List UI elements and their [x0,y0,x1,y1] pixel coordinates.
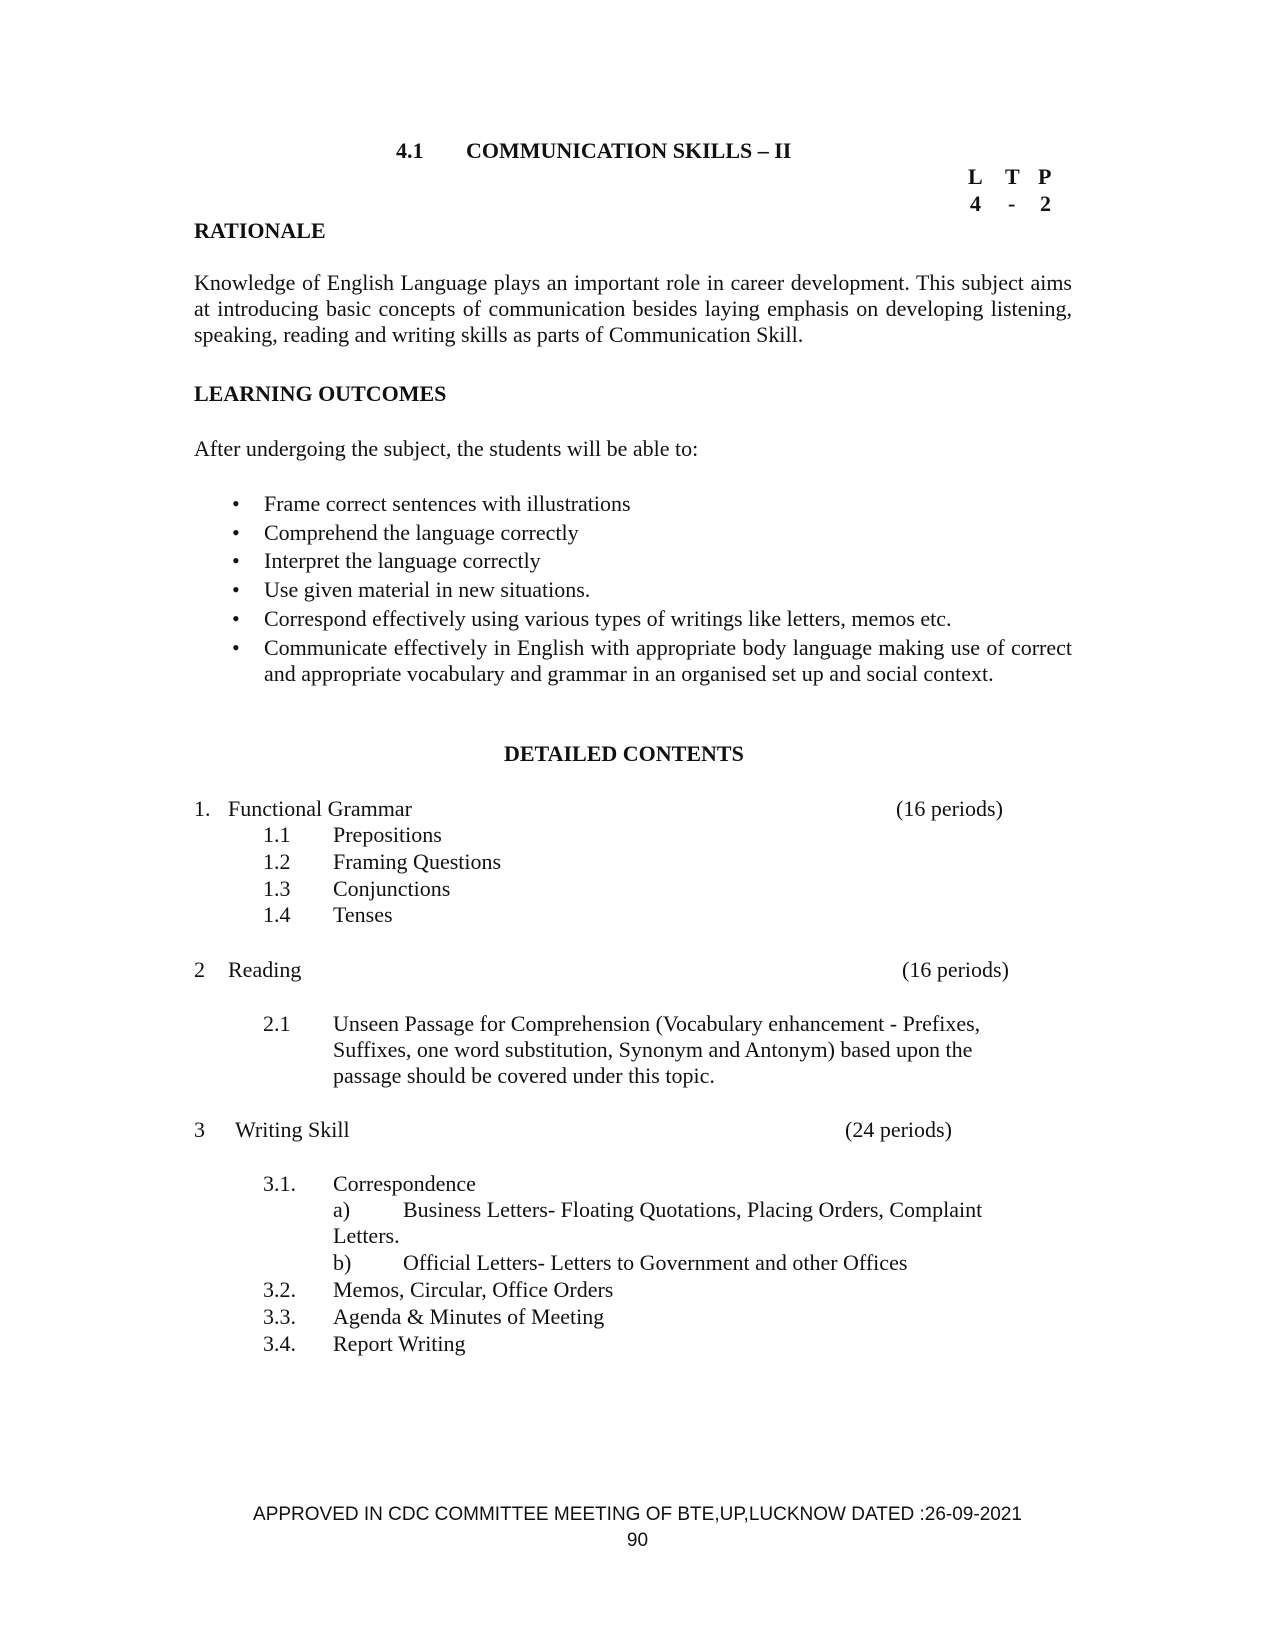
s2-item-line: passage should be covered under this topic. [333,1063,715,1088]
list-item: • Frame correct sentences with illustrations [230,490,1072,519]
list-item: • Communicate effectively in English with appropriate body language making use of correct and appropriate vocabulary and grammar in an organised set up and social context. [232,634,1072,686]
bullet-icon: • [232,548,240,574]
s2-number: 2 [194,957,205,982]
s1-item-text: Tenses [333,902,393,927]
s1-item-text: Prepositions [333,822,442,847]
rationale-text: Knowledge of English Language plays an important role in career development. This subject aims at introducing basic concepts of communication besides laying emphasis on developing listening, speaking, reading and writing skills as parts of Communication Skill. [194,270,1072,347]
s3-sub-label: a) [333,1197,351,1222]
s3-item-num: 3.2. [263,1277,296,1302]
ltp-label-p: P [1038,164,1052,189]
s2-item-line: Suffixes, one word substitution, Synonym and Antonym) based upon the [333,1037,973,1062]
s3-number: 3 [194,1117,205,1142]
s2-item-num: 2.1 [263,1011,291,1036]
contents-heading: DETAILED CONTENTS [504,741,744,766]
s1-item-text: Framing Questions [333,849,502,874]
s3-sub-text-cont: Letters. [333,1223,400,1248]
list-item: • Correspond effectively using various types of writings like letters, memos etc. [230,605,1072,634]
section-number: 4.1 [396,138,424,163]
s1-item-num: 1.4 [263,902,291,927]
outcomes-list [230,490,1072,687]
s1-item-num: 1.1 [263,822,291,847]
s3-item-num: 3.4. [263,1331,296,1356]
bullet-icon: • [232,634,240,660]
outcomes-heading: LEARNING OUTCOMES [194,381,447,406]
list-item: • Use given material in new situations. [230,576,1072,605]
s1-title: Functional Grammar [228,796,412,821]
s1-item-num: 1.2 [263,849,291,874]
bullet-icon: • [232,605,240,631]
s3-sub-label: b) [333,1250,352,1275]
ltp-value-p: 2 [1040,191,1051,216]
list-item: • Interpret the language correctly [230,547,1072,576]
bullet-icon: • [232,519,240,545]
s2-periods: (16 periods) [902,957,1009,982]
s3-item-text: Report Writing [333,1331,466,1356]
s2-title: Reading [228,957,302,982]
s3-item-num: 3.1. [263,1171,296,1196]
bullet-icon: • [232,491,240,516]
ltp-label-t: T [1005,164,1020,189]
s1-item-text: Conjunctions [333,876,451,901]
s1-item-num: 1.3 [263,876,291,901]
s3-item-text: Correspondence [333,1171,476,1196]
ltp-label-l: L [968,164,983,189]
page-title: COMMUNICATION SKILLS – II [466,138,792,163]
s3-item-num: 3.3. [263,1304,296,1329]
s3-sub-text: Business Letters- Floating Quotations, Placing Orders, Complaint [403,1197,983,1222]
s2-item-line: Unseen Passage for Comprehension (Vocabulary enhancement - Prefixes, [333,1011,981,1036]
s3-item-text: Memos, Circular, Office Orders [333,1277,614,1302]
bullet-icon: • [232,577,240,603]
s1-periods: (16 periods) [896,796,1003,821]
outcomes-intro: After undergoing the subject, the students will be able to: [194,436,699,461]
s3-sub-text: Official Letters- Letters to Government and other Offices [403,1250,908,1275]
s1-number: 1. [194,796,211,821]
ltp-value-t: - [1008,191,1016,216]
list-item: • Comprehend the language correctly [230,519,1072,548]
s3-periods: (24 periods) [845,1117,952,1142]
s3-title: Writing Skill [235,1117,350,1142]
s3-item-text: Agenda & Minutes of Meeting [333,1304,605,1329]
ltp-value-l: 4 [970,191,981,216]
rationale-heading: RATIONALE [194,218,326,243]
page-number: 90 [626,1530,649,1551]
approval-footer: APPROVED IN CDC COMMITTEE MEETING OF BTE,UP,LUCKNOW DATED :26-09-2021 [253,1504,1022,1525]
